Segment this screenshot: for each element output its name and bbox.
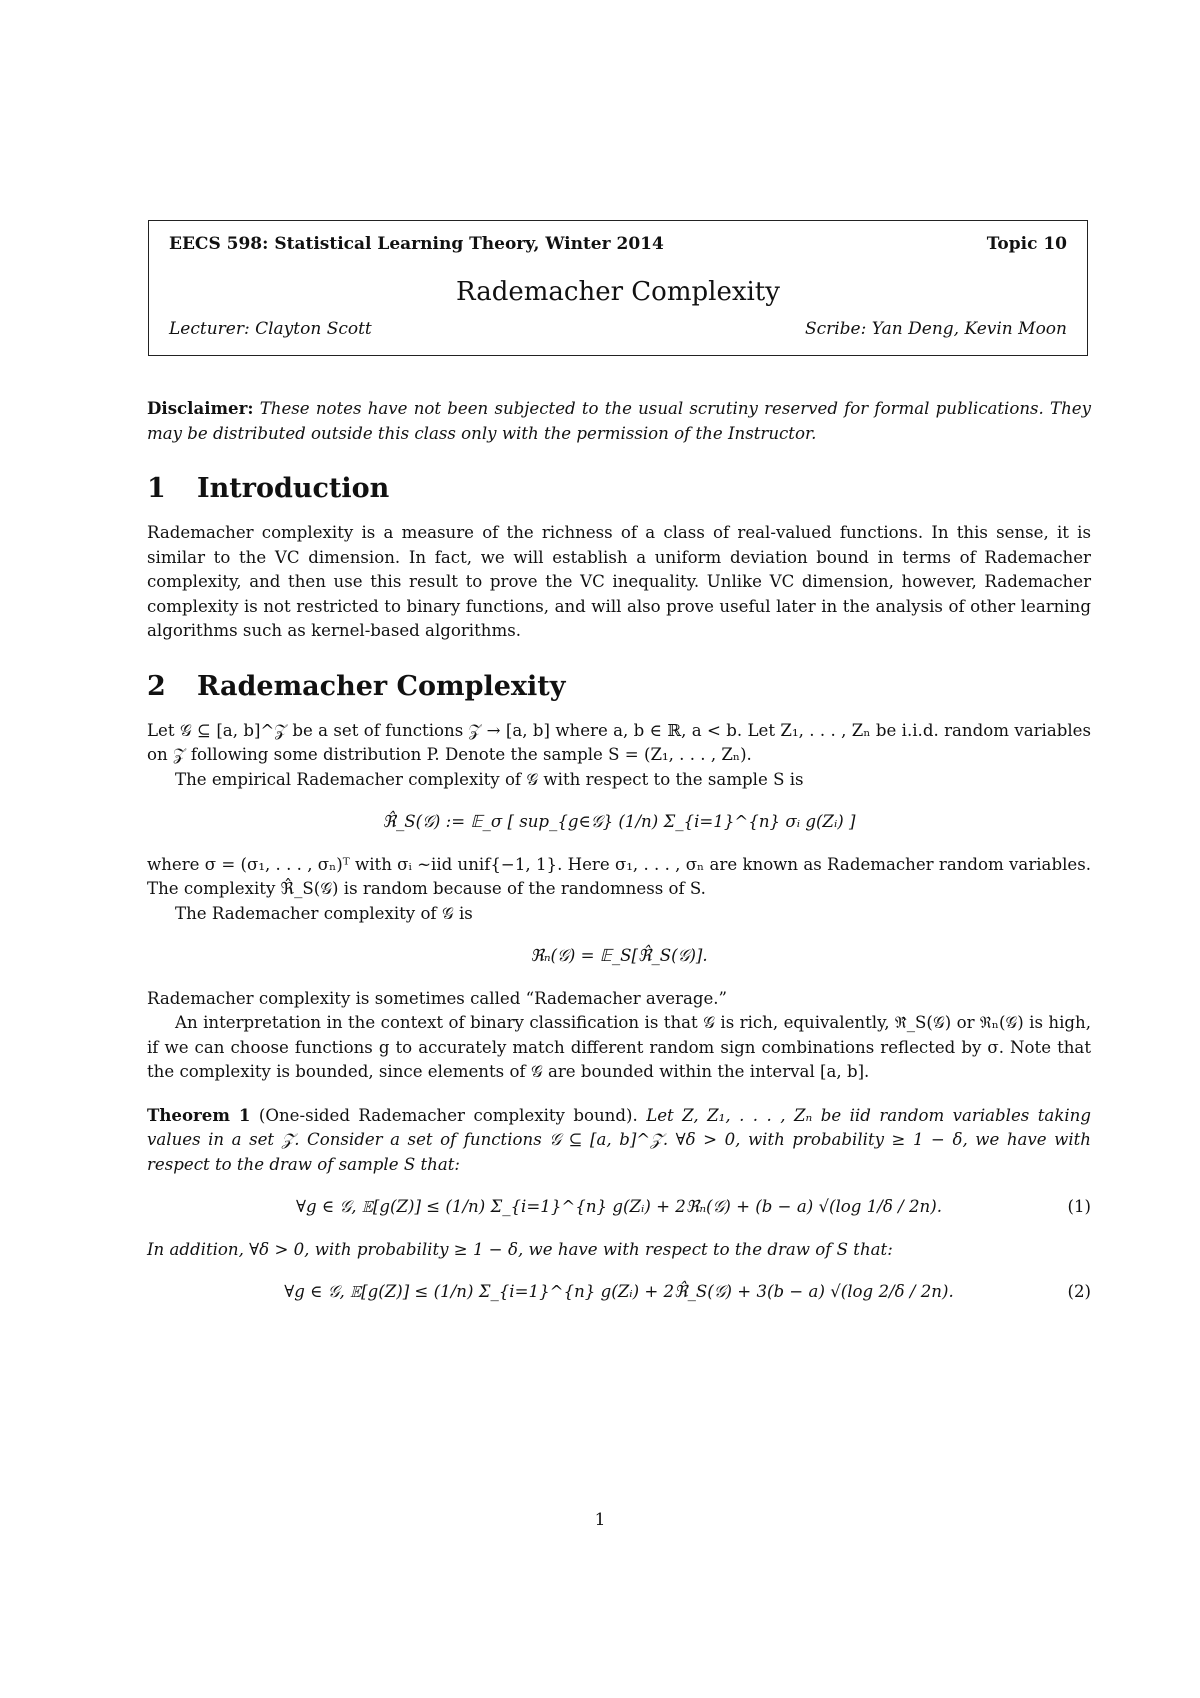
theorem-addition [147,1238,1091,1263]
equation-number: (2) [1067,1282,1091,1301]
section-heading-rademacher [147,671,1091,703]
topic-number: Topic 10 [986,234,1067,254]
section-number: 2 [147,670,166,702]
sigma-paragraph: where σ = (σ₁, . . . , σₙ)ᵀ with σᵢ ~iid unif{−1, 1}. Here σ₁, . . . , σₙ are known as Rademacher random variables. The complexity ℜ̂_S(𝒢) is random because of the randomness of S. [147,854,1091,898]
page-number: 1 [594,1510,606,1530]
interpretation-paragraph: An interpretation in the context of binary classification is that 𝒢 is rich, equivalently, ℜ̂_S(𝒢) or ℜₙ(𝒢) is high, if we can choose functions g to accurately match different random sign combinations reflected by σ. Note that the complexity is bounded, since elements of 𝒢 are bounded within the interval [a, b]. [147,1013,1091,1081]
header-top-line [169,234,1067,254]
theorem-1 [147,1103,1091,1178]
section-number: 1 [147,473,166,504]
equation-number: (1) [1067,1197,1091,1216]
addition-text: In addition, ∀δ > 0, with probability ≥ 1 − δ, we have with respect to the draw of S that: [147,1239,893,1259]
introduction-paragraph: Rademacher complexity is a measure of the richness of a class of real-valued functions. In this sense, it is similar to the VC dimension. In fact, we will establish a uniform deviation bound in terms of Rademacher complexity, and then use this result to prove the VC inequality. Unlike VC dimension, however, Rademacher complexity is not restricted to binary functions, and will also prove useful later in the analysis of other learning algorithms such as kernel-based algorithms. [147,523,1091,640]
section-title: Introduction [197,473,390,504]
disclaimer-text: These notes have not been subjected to the usual scrutiny reserved for formal publications. They may be distributed outside this class only with the permission of the Instructor. [147,399,1091,443]
average-note: Rademacher complexity is sometimes called “Rademacher average.” [147,988,728,1008]
scribe: Scribe: Yan Deng, Kevin Moon [804,319,1067,339]
rademacher-intro: The Rademacher complexity of 𝒢 is [175,903,473,923]
empirical-intro: The empirical Rademacher complexity of 𝒢 with respect to the sample S is [175,769,804,789]
theorem-statement: Let Z, Z₁, . . . , Zₙ be iid random variables taking values in a set 𝒵. Consider a set of functions 𝒢 ⊆ [a, b]^𝒵. ∀δ > 0, with probability ≥ 1 − δ, we have with respect to the draw of sample S that: [147,1105,1091,1174]
equation-empirical-rademacher [147,810,1091,835]
disclaimer-label: Disclaimer: [147,398,254,418]
disclaimer [147,396,1091,446]
equation-text: ℜ̂_S(𝒢) := 𝔼_σ [ sup_{g∈𝒢} (1/n) Σ_{i=1}^{n} σᵢ g(Zᵢ) ] [382,812,856,831]
lecture-header-box [148,220,1088,356]
course-title: EECS 598: Statistical Learning Theory, Winter 2014 [169,234,664,254]
lecture-title: Rademacher Complexity [456,277,780,307]
section-heading-introduction [147,473,1091,505]
header-credits-line [169,319,1067,339]
definition-paragraph: Let 𝒢 ⊆ [a, b]^𝒵 be a set of functions 𝒵 → [a, b] where a, b ∈ ℝ, a < b. Let Z₁, . . . , Zₙ be i.i.d. random variables on 𝒵 following some distribution P. Denote the sample S = (Z₁, . . . , Zₙ). [147,720,1091,764]
theorem-label: Theorem 1 [147,1104,251,1125]
section-title: Rademacher Complexity [197,670,566,702]
equation-text: ∀g ∈ 𝒢, 𝔼[g(Z)] ≤ (1/n) Σ_{i=1}^{n} g(Zᵢ) + 2ℜₙ(𝒢) + (b − a) √(log 1/δ / 2n). [296,1197,942,1216]
equation-text: ℜₙ(𝒢) = 𝔼_S[ℜ̂_S(𝒢)]. [530,946,708,965]
equation-1 [147,1195,1091,1220]
theorem-name: (One-sided Rademacher complexity bound). [258,1105,638,1125]
equation-2 [147,1280,1091,1305]
equation-rademacher [147,944,1091,969]
document-body [147,396,1091,1323]
lecturer: Lecturer: Clayton Scott [169,319,372,339]
equation-text: ∀g ∈ 𝒢, 𝔼[g(Z)] ≤ (1/n) Σ_{i=1}^{n} g(Zᵢ) + 2ℜ̂_S(𝒢) + 3(b − a) √(log 2/δ / 2n). [284,1282,954,1301]
